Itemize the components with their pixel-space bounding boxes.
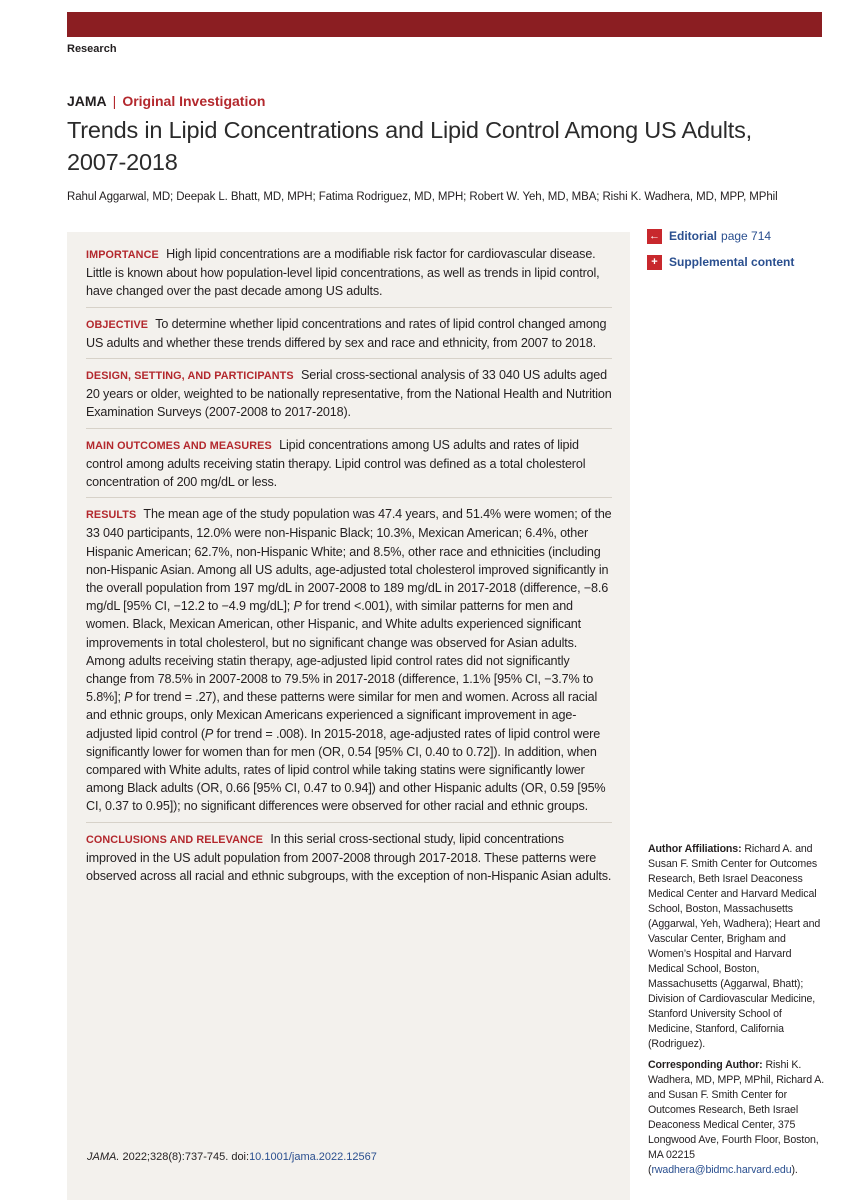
supplemental-label[interactable]: Supplemental content (669, 255, 795, 269)
editorial-page[interactable]: page 714 (721, 229, 772, 243)
header-bar (67, 12, 822, 37)
importance-text: High lipid concentrations are a modifiable risk factor for cardiovascular disease. Little is known about how population-level lipid concentrations, as well as trends in lipid control, have changed over the past decade among US adults. (86, 247, 600, 299)
article-title: Trends in Lipid Concentrations and Lipid Control Among US Adults, 2007-2018 (67, 117, 753, 175)
affiliations-paragraph (648, 842, 826, 1052)
results-text-2: for trend <.001), with similar patterns for men and women. Black, Mexican American, other Hispanic, and White adults experienced significant improvements in total cholesterol, but no significant change was observed for Asian adults. Among adults receiving statin therapy, age-adjusted lipid control rates did not significantly change from 78.5% in 2007-2008 to 79.5% in 2017-2018 (difference, 1.1% [95% CI, −3.7% to 5.8%]; (86, 599, 594, 705)
citation-journal: JAMA. (87, 1151, 120, 1163)
corresponding-end: ). (791, 1164, 798, 1176)
affiliations-heading: Author Affiliations: (648, 843, 742, 855)
corresponding-paragraph (648, 1058, 826, 1178)
citation-ref: 2022;328(8):737-745. doi: (119, 1151, 250, 1163)
objective-text: To determine whether lipid concentrations and rates of lipid control changed among US adults and whether these trends differed by sex and race and ethnicity, from 2007 to 2018. (86, 316, 607, 350)
conclusions-text: In this serial cross-sectional study, lipid concentrations improved in the US adult population from 2007-2008 through 2017-2018. These patterns were observed across all racial and ethnic subgroups, with the exception of non-Hispanic Asian adults. (86, 831, 612, 884)
citation (87, 1151, 377, 1163)
results-p-3: P (204, 726, 214, 741)
abstract-outcomes (86, 435, 612, 499)
section-label: Research (67, 43, 117, 55)
corresponding-text: Rishi K. Wadhera, MD, MPP, MPhil, Richard A. and Susan F. Smith Center for Outcomes Research, Beth Israel Deaconess Medical Center, 375 Longwood Ave, Fourth Floor, Boston, MA 02215 ( (648, 1059, 825, 1176)
abstract-conclusions (86, 829, 612, 892)
conclusions-heading: CONCLUSIONS AND RELEVANCE (86, 833, 264, 846)
importance-heading: IMPORTANCE (86, 249, 159, 261)
doi-link[interactable]: 10.1001/jama.2022.12567 (249, 1151, 377, 1163)
outcomes-heading: MAIN OUTCOMES AND MEASURES (86, 439, 272, 452)
supplemental-link[interactable] (647, 254, 798, 270)
article-type: Original Investigation (122, 93, 266, 109)
journal-name: JAMA (67, 93, 107, 109)
results-p-2: P (124, 690, 133, 705)
results-text-3: for trend = .27), and these patterns were similar for men and women. Across all racial and ethnic groups, only Mexican Americans experienced a significant improvement in age-adjusted lipid control ( (86, 690, 598, 741)
objective-heading: OBJECTIVE (86, 318, 149, 331)
design-heading: DESIGN, SETTING, AND PARTICIPANTS (86, 370, 294, 383)
results-p-1: P (293, 599, 302, 614)
author-list: Rahul Aggarwal, MD; Deepak L. Bhatt, MD, MPH; Fatima Rodriguez, MD, MPH; Robert W. Yeh, MD, MBA; Rishi K. Wadhera, MD, MPP, MPhil (67, 191, 778, 203)
email-link[interactable]: rwadhera@bidmc.harvard.edu (651, 1164, 792, 1176)
results-heading: RESULTS (86, 509, 137, 522)
abstract-objective (86, 314, 612, 359)
abstract-design (86, 365, 612, 429)
results-text-4: for trend = .008). In 2015-2018, age-adjusted rates of lipid control were significantly lower for women than for men (OR, 0.54 [95% CI, 0.40 to 0.72]). In addition, when compared with White adults, rates of lipid control while taking statins were significantly lower among Black adults (OR, 0.66 [95% CI, 0.47 to 0.94]) and other Hispanic adults (OR, 0.59 [95% CI, 0.37 to 0.95]); no significant differences were observed for other racial and ethnic groups. (86, 726, 606, 814)
results-text-1: The mean age of the study population was 47.4 years, and 51.4% were women; of the 33 040 participants, 12.0% were non-Hispanic Black; 10.3%, Mexican American; 6.4%, other Hispanic American; 62.7%, non-Hispanic White; and 8.5%, other race and ethnicities (including non-Hispanic Asian. Among all US adults, age-adjusted total cholesterol improved significantly in the overall population from 197 mg/dL in 2007-2008 to 189 mg/dL in 2017-2018 (difference, −8.6 mg/dL [95% CI, −12.2 to −4.9 mg/dL]; (86, 507, 612, 614)
journal-line (67, 93, 265, 109)
design-text: Serial cross-sectional analysis of 33 040 US adults aged 20 years or older, weighted to be nationally representative, from the National Health and Nutrition Examination Surveys (2007-2008 to 2017-2018). (86, 368, 612, 420)
separator: | (112, 93, 117, 109)
author-affiliations (648, 842, 826, 1184)
editorial-label[interactable]: Editorial (669, 229, 718, 243)
affiliations-text: Richard A. and Susan F. Smith Center for Outcomes Research, Beth Israel Deaconess Medical Center and Harvard Medical School, Boston, Massachusetts (Aggarwal, Yeh, Wadhera); Heart and Vascular Center, Brigham and Women’s Hospital and Harvard Medical School, Boston, Massachusetts (Aggarwal, Bhatt); Division of Cardiovascular Medicine, Stanford University School of Medicine, Stanford, California (Rodriguez). (648, 843, 821, 1050)
abstract-box (67, 232, 630, 1200)
arrow-left-icon: ← (649, 229, 660, 242)
plus-icon: + (647, 255, 662, 270)
abstract-importance (86, 244, 612, 308)
side-links (647, 228, 798, 280)
editorial-link[interactable] (647, 228, 798, 244)
abstract-results (86, 504, 612, 822)
outcomes-text: Lipid concentrations among US adults and rates of lipid control among adults receiving statin therapy. Lipid control was defined as a total cholesterol concentration of 200 mg/dL or less. (86, 437, 586, 490)
corresponding-heading: Corresponding Author: (648, 1059, 763, 1071)
